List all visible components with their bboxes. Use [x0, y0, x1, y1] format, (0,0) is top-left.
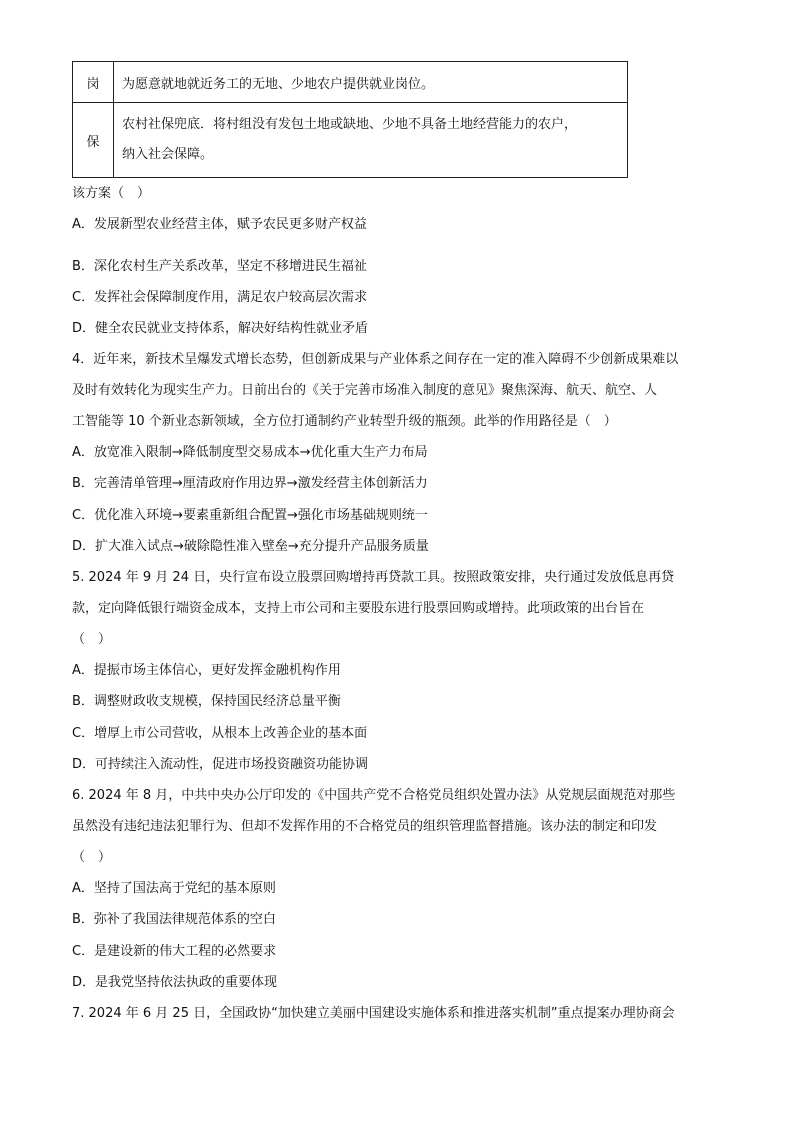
q4-option-c: C．优化准入环境→要素重新组合配置→强化市场基础规则统一: [72, 508, 428, 523]
q4-option-d: D．扩大准入试点→破除隐性准入壁垒→充分提升产品服务质量: [72, 539, 429, 554]
q7-stem-line: 7. 2024 年 6 月 25 日，全国政协“加快建立美丽中国建设实施体系和推进落实机制”重点提案办理协商会: [72, 1006, 675, 1021]
row-text-bao: [114, 103, 628, 178]
q3-stem: 该方案（ ）: [72, 186, 151, 201]
row-key-gang: 岗: [73, 62, 114, 103]
q3-option-d: D．健全农民就业支持体系，解决好结构性就业矛盾: [72, 321, 369, 336]
q6-stem-line: （ ）: [72, 850, 112, 865]
q5-option-d: D．可持续注入流动性，促进市场投资融资功能协调: [72, 757, 369, 772]
row-key-bao: 保: [73, 103, 114, 178]
q3-option-a: A．发展新型农业经营主体，赋予农民更多财产权益: [72, 217, 367, 232]
q3-option-b: B．深化农村生产关系改革，坚定不移增进民生福祉: [72, 259, 367, 274]
q6-option-d: D．是我党坚持依法执政的重要体现: [72, 975, 278, 990]
row-text-line: 农村社保兜底．将村组没有发包土地或缺地、少地不具备土地经营能力的农户，: [122, 117, 578, 132]
table-row: [73, 103, 628, 178]
q6-stem-line: 6. 2024 年 8 月，中共中央办公厅印发的《中国共产党不合格党员组织处置办法》从党规层面规范对那些: [72, 788, 676, 803]
q4-stem-line: 4．近年来，新技术呈爆发式增长态势，但创新成果与产业体系之间存在一定的准入障碍不少创新成果难以: [72, 352, 679, 367]
q5-option-b: B．调整财政收支规模，保持国民经济总量平衡: [72, 694, 341, 709]
q6-stem-line: 虽然没有违纪违法犯罪行为、但却不发挥作用的不合格党员的组织管理监督措施。该办法的制定和印发: [72, 819, 658, 834]
plan-table: [72, 61, 628, 178]
q5-option-c: C．增厚上市公司营收，从根本上改善企业的基本面: [72, 726, 368, 741]
q4-option-b: B．完善清单管理→厘清政府作用边界→激发经营主体创新活力: [72, 476, 428, 491]
q6-option-b: B．弥补了我国法律规范体系的空白: [72, 912, 276, 927]
q5-stem-line: （ ）: [72, 632, 112, 647]
q5-stem-line: 5. 2024 年 9 月 24 日，央行宣布设立股票回购增持再贷款工具。按照政策安排，央行通过发放低息再贷: [72, 570, 675, 585]
q4-stem-line: 工智能等 10 个新业态新领域，全方位打通制约产业转型升级的瓶颈。此举的作用路径是（ ）: [72, 414, 617, 429]
table-row: [73, 62, 628, 103]
q5-option-a: A．提振市场主体信心，更好发挥金融机构作用: [72, 663, 341, 678]
q6-option-c: C．是建设新的伟大工程的必然要求: [72, 944, 277, 959]
q6-option-a: A．坚持了国法高于党纪的基本原则: [72, 881, 276, 896]
q4-stem-line: 及时有效转化为现实生产力。日前出台的《关于完善市场准入制度的意见》聚焦深海、航天、航空、人: [72, 383, 658, 398]
row-text-gang: 为愿意就地就近务工的无地、少地农户提供就业岗位。: [114, 62, 628, 103]
q4-option-a: A．放宽准入限制→降低制度型交易成本→优化重大生产力布局: [72, 445, 428, 460]
q3-option-c: C．发挥社会保障制度作用，满足农户较高层次需求: [72, 290, 368, 305]
row-text-line: 纳入社会保障。: [122, 147, 214, 162]
q5-stem-line: 款，定向降低银行端资金成本，支持上市公司和主要股东进行股票回购或增持。此项政策的出台旨在: [72, 601, 645, 616]
